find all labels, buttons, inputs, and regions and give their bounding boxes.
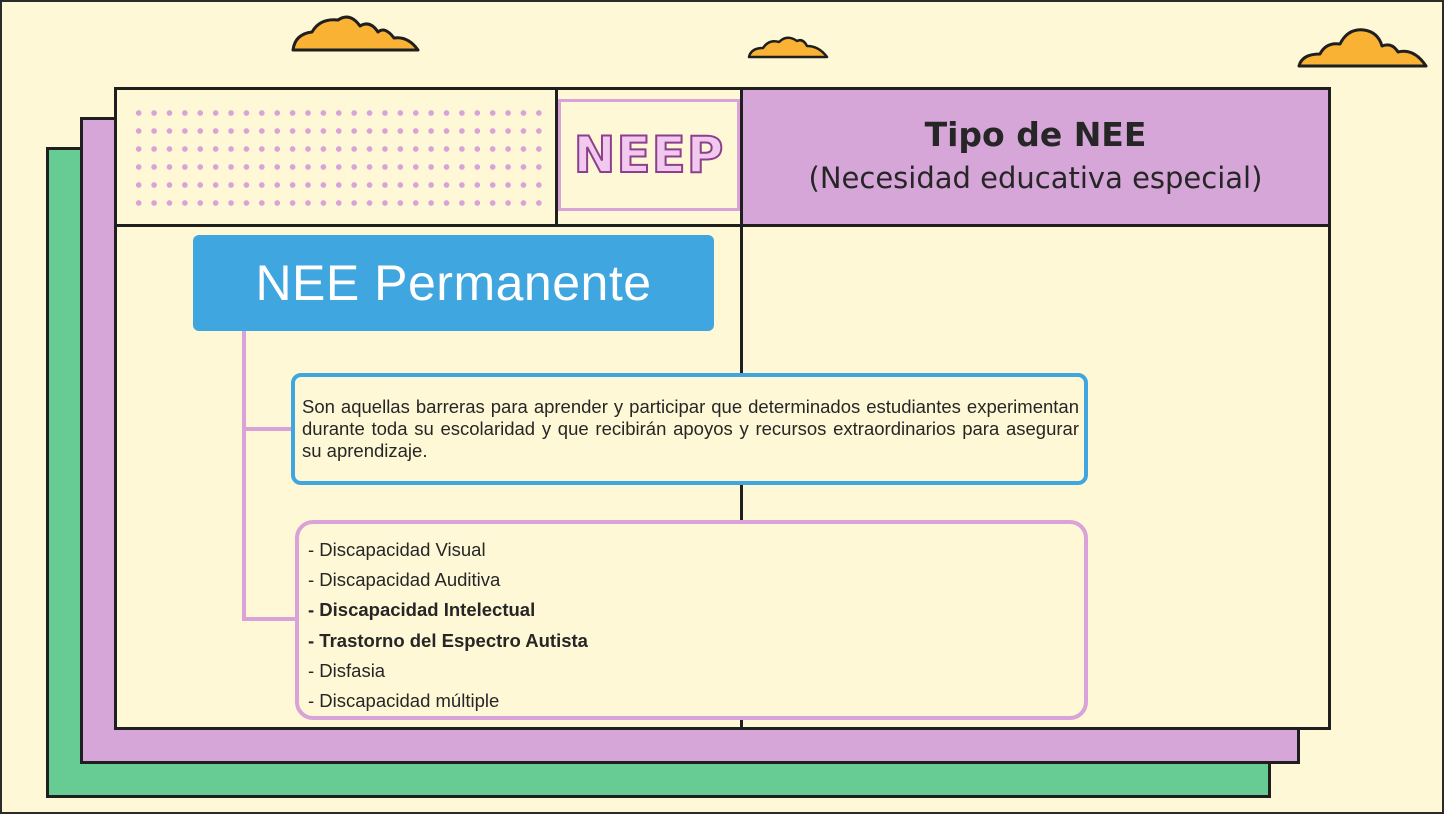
header-title-box	[743, 90, 1328, 224]
divider	[117, 224, 1328, 227]
section-heading: NEE Permanente	[255, 255, 652, 311]
list-item: - Trastorno del Espectro Autista	[308, 629, 588, 651]
connector-line	[242, 427, 295, 431]
description-text: Son aquellas barreras para aprender y participar que determinados estudiantes experimentan durante toda su escolaridad y que recibirán apoyos y recursos extraordinarios para asegurar su aprendizaje.	[302, 396, 1079, 461]
list-item: - Discapacidad múltiple	[308, 690, 500, 712]
neep-badge	[558, 99, 740, 211]
list-item: - Discapacidad Auditiva	[308, 569, 501, 591]
cloud-icon	[1296, 26, 1430, 70]
main-card	[114, 87, 1331, 730]
page-title: Tipo de NEE	[924, 115, 1147, 154]
list-item: - Disfasia	[308, 659, 386, 681]
cloud-icon	[747, 34, 829, 60]
connector-line	[242, 331, 246, 621]
page-subtitle: (Necesidad educativa especial)	[808, 161, 1263, 195]
list-item: - Discapacidad Intelectual	[308, 599, 536, 621]
dot-pattern	[131, 104, 543, 214]
neep-label: NEEP	[573, 126, 725, 184]
list-item: - Discapacidad Visual	[308, 539, 486, 560]
section-heading-box	[193, 235, 714, 331]
types-list	[295, 520, 1088, 720]
connector-line	[242, 617, 299, 621]
description-box	[291, 373, 1088, 485]
cloud-icon	[290, 12, 422, 54]
